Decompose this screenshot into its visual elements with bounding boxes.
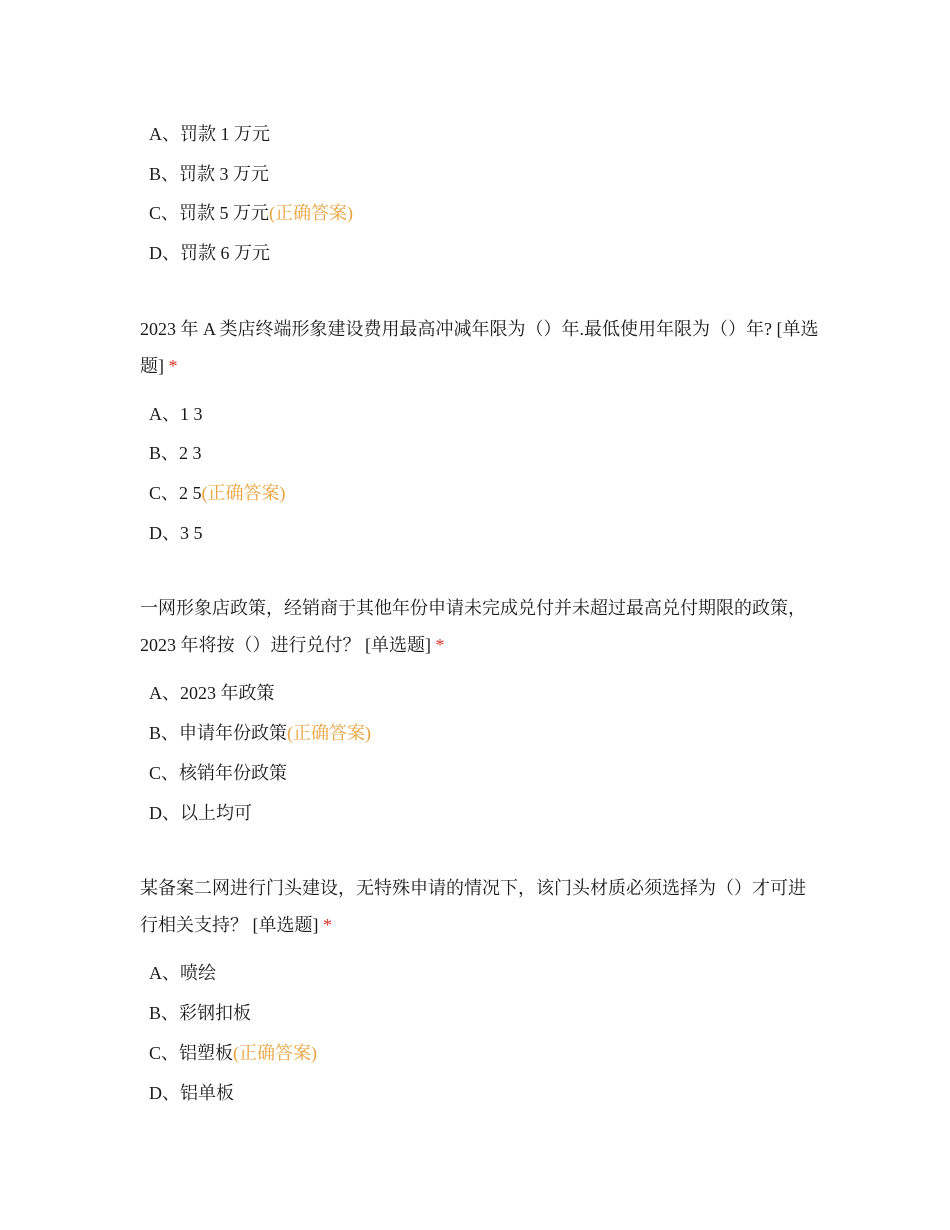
option-b: B、罚款 3 万元 <box>149 164 270 184</box>
option-c: C、罚款 5 万元(正确答案) <box>149 203 354 223</box>
option-b: B、2 3 <box>149 443 202 463</box>
correct-answer-mark: (正确答案) <box>233 1043 318 1063</box>
question-stem: 某备案二网进行门头建设，无特殊申请的情况下，该门头材质必须选择为（）才可进行相关支持？ [单选题] * <box>140 878 806 935</box>
option-c: C、铝塑板(正确答案) <box>149 1043 318 1063</box>
option-b: B、申请年份政策(正确答案) <box>149 723 372 743</box>
option-d: D、3 5 <box>149 523 203 543</box>
question-stem: 一网形象店政策，经销商于其他年份申请未完成兑付并未超过最高兑付期限的政策，2023 年将按（）进行兑付？ [单选题] * <box>140 598 806 655</box>
required-marker: * <box>323 915 332 935</box>
option-b: B、彩钢扣板 <box>149 1003 252 1023</box>
option-a: A、喷绘 <box>149 963 216 983</box>
correct-answer-mark: (正确答案) <box>287 723 372 743</box>
option-d: D、以上均可 <box>149 803 252 823</box>
correct-answer-mark: (正确答案) <box>269 203 354 223</box>
option-a: A、罚款 1 万元 <box>149 124 270 144</box>
option-c: C、核销年份政策 <box>149 763 288 783</box>
option-a: A、2023 年政策 <box>149 683 275 703</box>
option-c: C、2 5(正确答案) <box>149 483 286 503</box>
required-marker: * <box>435 635 445 655</box>
option-d: D、铝单板 <box>149 1083 234 1103</box>
required-marker: * <box>168 356 178 376</box>
option-d: D、罚款 6 万元 <box>149 243 270 263</box>
correct-answer-mark: (正确答案) <box>201 483 286 503</box>
question-stem: 2023 年 A 类店终端形象建设费用最高冲减年限为（）年.最低使用年限为（）年? [单选题] * <box>140 319 819 376</box>
option-a: A、1 3 <box>149 404 203 424</box>
